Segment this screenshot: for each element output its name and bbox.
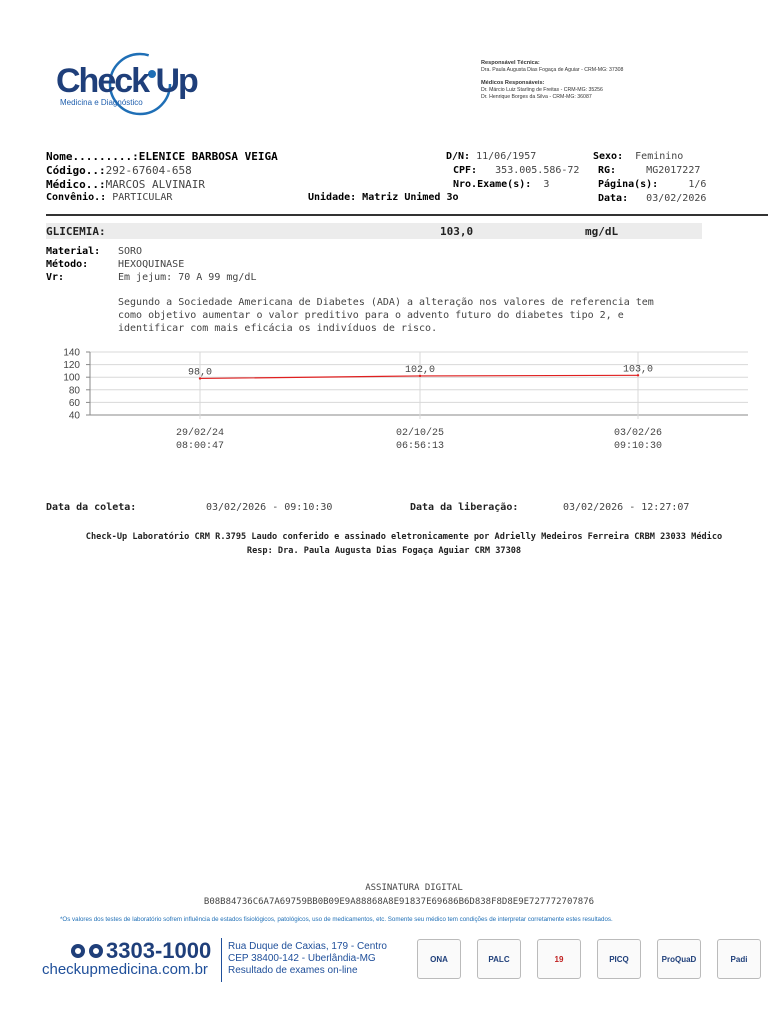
dn-label: D/N: [446, 151, 471, 162]
nro-label: Nro.Exame(s): [453, 179, 532, 190]
unidade: Unidade: Matriz Unimed 3o [308, 192, 459, 203]
signature-line-1: Check-Up Laboratório CRM R.3795 Laudo conferido e assinado eletronicamente por Adrielly Medeiros Ferreira CRBM 23033 Médico [85, 532, 723, 542]
note-line-1: Segundo a Sociedade Americana de Diabetes (ADA) a alteração nos valores de referencia tem [118, 297, 654, 308]
coleta-label: Data da coleta: [46, 502, 137, 513]
proquad-seal-icon: ProQuaD [657, 939, 701, 979]
vr-value: Em jejum: 70 A 99 mg/dL [118, 272, 257, 283]
nome-row [46, 150, 278, 163]
exam-value: 103,0 [440, 225, 474, 238]
data-label: 98,0 [187, 367, 213, 379]
glicemia-history-chart [50, 345, 760, 455]
exam-details [46, 245, 256, 284]
pagina-label: Página(s): [598, 179, 659, 190]
x-time-label: 06:56:13 [395, 441, 445, 452]
signature-block [0, 530, 768, 558]
convenio-row [46, 192, 172, 203]
x-time-label: 08:00:47 [175, 441, 225, 452]
digital-signature [0, 881, 768, 909]
liberacao-label: Data da liberação: [410, 502, 519, 513]
padi-seal-icon: Padi [717, 939, 761, 979]
sexo-label: Sexo: [593, 151, 624, 162]
digital-signature-hash: B08B84736C6A7A69759BB0B09E9A88868A8E91837E69686B6D838F8D8E9E727772707876 [203, 897, 595, 907]
material-label: Material: [46, 246, 101, 257]
phone-number: 3303-1000 [106, 938, 212, 963]
x-date-label: 29/02/24 [175, 428, 225, 439]
x-date-label: 02/10/25 [395, 428, 445, 439]
codigo-label: Código..: [46, 164, 106, 177]
tech-title: Responsável Técnica: [481, 60, 540, 66]
medico-row [46, 178, 205, 191]
rg-label: RG: [598, 165, 617, 176]
website-link[interactable]: checkupmedicina.com.br [42, 961, 208, 978]
data-label: 102,0 [404, 364, 436, 376]
whatsapp-phone-icon [70, 942, 106, 960]
nome-value: ELENICE BARBOSA VEIGA [138, 150, 278, 163]
y-tick-label: 100 [63, 372, 80, 384]
doctor-1: Dr. Márcio Luiz Starling de Freitas - CRM-MG: 35256 [481, 87, 603, 93]
medico-value: MARCOS ALVINAIR [105, 178, 205, 191]
address-line-2: CEP 38400-142 - Uberlândia-MG [228, 953, 376, 964]
sexo-row [593, 151, 683, 162]
nome-label: Nome.........: [46, 150, 139, 163]
checkup-logo [54, 52, 204, 122]
rg-value: MG2017227 [646, 165, 701, 176]
exam-name: GLICEMIA: [46, 225, 106, 238]
disclaimer: *Os valores dos testes de laboratório sofrem influência de estados fisiológicos, patológicos, uso de medicamentos, etc. Somente seu médico tem condições de interpretar corretamente estes resultados. [60, 916, 613, 923]
metodo-label: Método: [46, 259, 89, 270]
y-tick-label: 140 [63, 347, 80, 359]
cpf-value: 353.005.586-72 [495, 165, 580, 176]
convenio-value: PARTICULAR [112, 192, 173, 203]
header-divider [46, 214, 768, 216]
metodo-value: HEXOQUINASE [118, 259, 185, 270]
cpf-row [453, 165, 579, 176]
dn-value: 11/06/1957 [476, 151, 537, 162]
address-line-1: Rua Duque de Caxias, 179 - Centro [228, 941, 387, 952]
pagina-value: 1/6 [688, 179, 707, 190]
x-date-label: 03/02/26 [613, 428, 663, 439]
ona-seal-icon: ONA [417, 939, 461, 979]
pagina-row [598, 179, 706, 190]
proficiencia-seal-icon: 19 [537, 939, 581, 979]
signature-line-2: Resp: Dra. Paula Augusta Dias Fogaça Aguiar CRM 37308 [246, 546, 522, 556]
y-tick-label: 80 [68, 385, 80, 397]
logo-wordmark: Check Up [56, 62, 197, 100]
data-row [598, 193, 706, 204]
vr-label: Vr: [46, 272, 65, 283]
note-line-2: como objetivo aumentar o valor preditivo para o advento futuro do diabetes tipo 2, e [118, 310, 624, 321]
accreditation-badges [417, 939, 761, 979]
sexo-value: Feminino [635, 151, 684, 162]
rg-row [598, 165, 700, 176]
exam-note [118, 296, 654, 335]
logo-tagline: Medicina e Diagnóstico [60, 98, 143, 107]
y-tick-label: 120 [63, 360, 80, 372]
liberacao-value: 03/02/2026 - 12:27:07 [563, 502, 690, 513]
footer-divider [221, 938, 222, 982]
x-time-label: 09:10:30 [613, 441, 663, 452]
codigo-value: 292-67604-658 [105, 164, 192, 177]
doctor-2: Dr. Henrique Borges da Silva - CRM-MG: 36087 [481, 94, 592, 100]
picq-seal-icon: PICQ [597, 939, 641, 979]
digital-signature-title: ASSINATURA DIGITAL [365, 883, 463, 893]
doctors-title: Médicos Responsáveis: [481, 80, 545, 86]
data-value: 03/02/2026 [646, 193, 707, 204]
nro-value: 3 [543, 179, 550, 190]
nro-row [453, 179, 549, 190]
material-value: SORO [118, 246, 143, 257]
medico-label: Médico..: [46, 178, 106, 191]
cpf-label: CPF: [453, 165, 478, 176]
codigo-row [46, 164, 192, 177]
data-label: Data: [598, 193, 629, 204]
tech-name: Dra. Paula Augusta Dias Fogaça de Aguiar - CRM-MG: 37308 [481, 67, 624, 73]
coleta-value: 03/02/2026 - 09:10:30 [206, 502, 333, 513]
note-line-3: identificar com mais eficácia os indivíduos de risco. [118, 323, 438, 334]
exam-unit: mg/dL [585, 225, 619, 238]
data-label: 103,0 [622, 364, 654, 376]
address-block [228, 941, 387, 977]
palc-seal-icon: PALC [477, 939, 521, 979]
y-tick-label: 40 [68, 410, 80, 422]
responsible-block [481, 60, 623, 101]
address-line-3: Resultado de exames on-line [228, 965, 358, 976]
convenio-label: Convênio.: [46, 192, 107, 203]
dn-row [446, 151, 536, 162]
y-tick-label: 60 [68, 397, 80, 409]
